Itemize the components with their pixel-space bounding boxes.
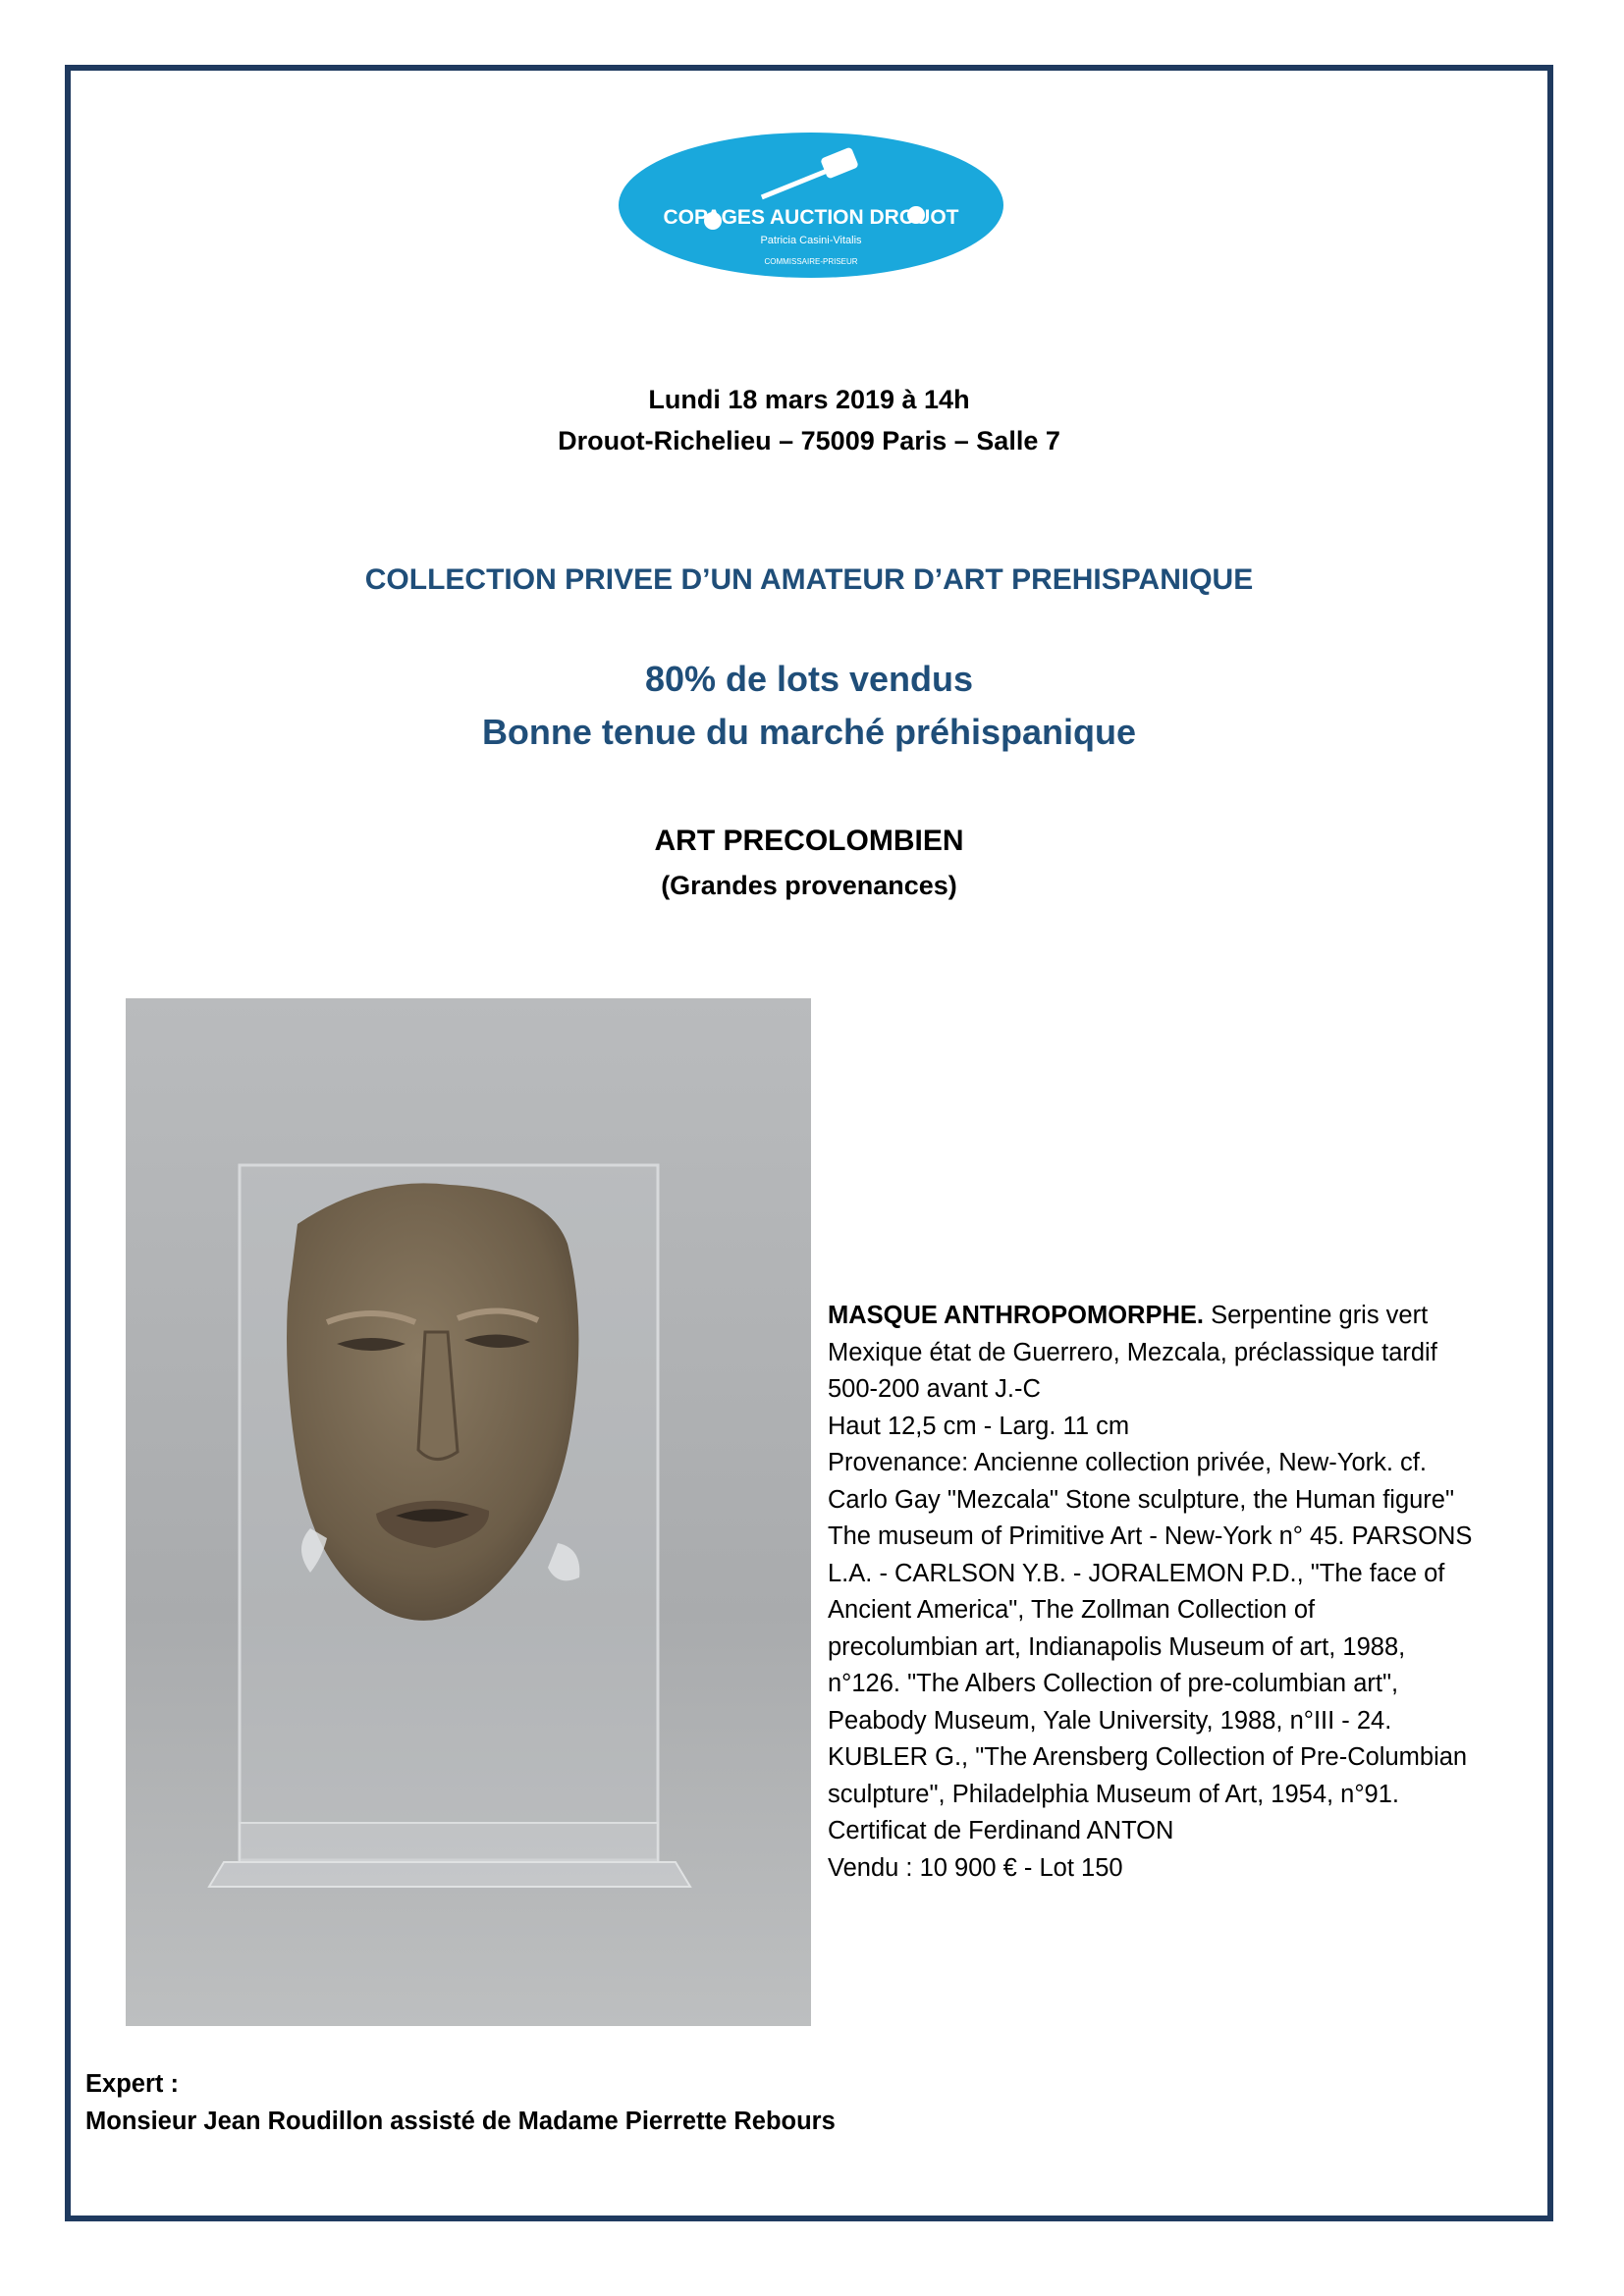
headline — [65, 653, 1553, 759]
lot-name: MASQUE ANTHROPOMORPHE. — [828, 1302, 1204, 1329]
lot-line: precolumbian art, Indianapolis Museum of art, 1988, — [828, 1632, 1406, 1661]
lot-line: Certificat de Ferdinand ANTON — [828, 1817, 1174, 1844]
logo-subname: Patricia Casini-Vitalis — [760, 235, 862, 246]
lot-line: Vendu : 10 900 € - Lot 150 — [828, 1853, 1123, 1882]
lot-line: Provenance: Ancienne collection privée, New-York. cf. — [828, 1449, 1427, 1476]
expert-block — [85, 2066, 836, 2140]
section-subtitle: (Grandes provenances) — [661, 871, 957, 900]
lot-line: n°126. "The Albers Collection of pre-columbian art", — [828, 1670, 1399, 1697]
lot-line: The museum of Primitive Art - New-York n° 45. PARSONS — [828, 1522, 1473, 1550]
lot-line: Serpentine gris vert — [1204, 1302, 1429, 1329]
section-title: ART PRECOLOMBIEN — [654, 825, 964, 857]
lot-line: Carlo Gay "Mezcala" Stone sculpture, the Human figure" — [828, 1485, 1455, 1514]
expert-name: Monsieur Jean Roudillon assisté de Madame Pierrette Rebours — [85, 2107, 836, 2135]
lot-line: Haut 12,5 cm - Larg. 11 cm — [828, 1412, 1130, 1440]
copages-logo — [617, 131, 1005, 280]
sale-date: Lundi 18 mars 2019 à 14h — [648, 385, 970, 414]
expert-label: Expert : — [85, 2070, 179, 2098]
collection-title: COLLECTION PRIVEE D’UN AMATEUR D’ART PREHISPANIQUE — [364, 563, 1254, 596]
lot-line: sculpture", Philadelphia Museum of Art, 1954, n°91. — [828, 1780, 1400, 1808]
headline-line1: 80% de lots vendus — [644, 659, 974, 699]
lot-line: Mexique état de Guerrero, Mezcala, préclassique tardif — [828, 1338, 1437, 1366]
lot-line: L.A. - CARLSON Y.B. - JORALEMON P.D., "The face of — [828, 1559, 1445, 1587]
sale-location: Drouot-Richelieu – 75009 Paris – Salle 7 — [558, 426, 1060, 455]
lot-line: Ancient America", The Zollman Collection of — [828, 1596, 1316, 1624]
lot-line: 500-200 avant J.-C — [828, 1375, 1041, 1403]
logo-role: COMMISSAIRE-PRISEUR — [764, 257, 858, 266]
headline-line2: Bonne tenue du marché préhispanique — [481, 712, 1137, 752]
lot-description — [828, 1298, 1535, 1887]
lot-line: KUBLER G., "The Arensberg Collection of Pre-Columbian — [828, 1743, 1468, 1771]
sale-info — [65, 379, 1553, 461]
lot-line: Peabody Museum, Yale University, 1988, n°III - 24. — [828, 1706, 1392, 1735]
mask-photo — [126, 998, 811, 2026]
logo-name: COPAGES AUCTION DROUOT — [663, 206, 959, 229]
